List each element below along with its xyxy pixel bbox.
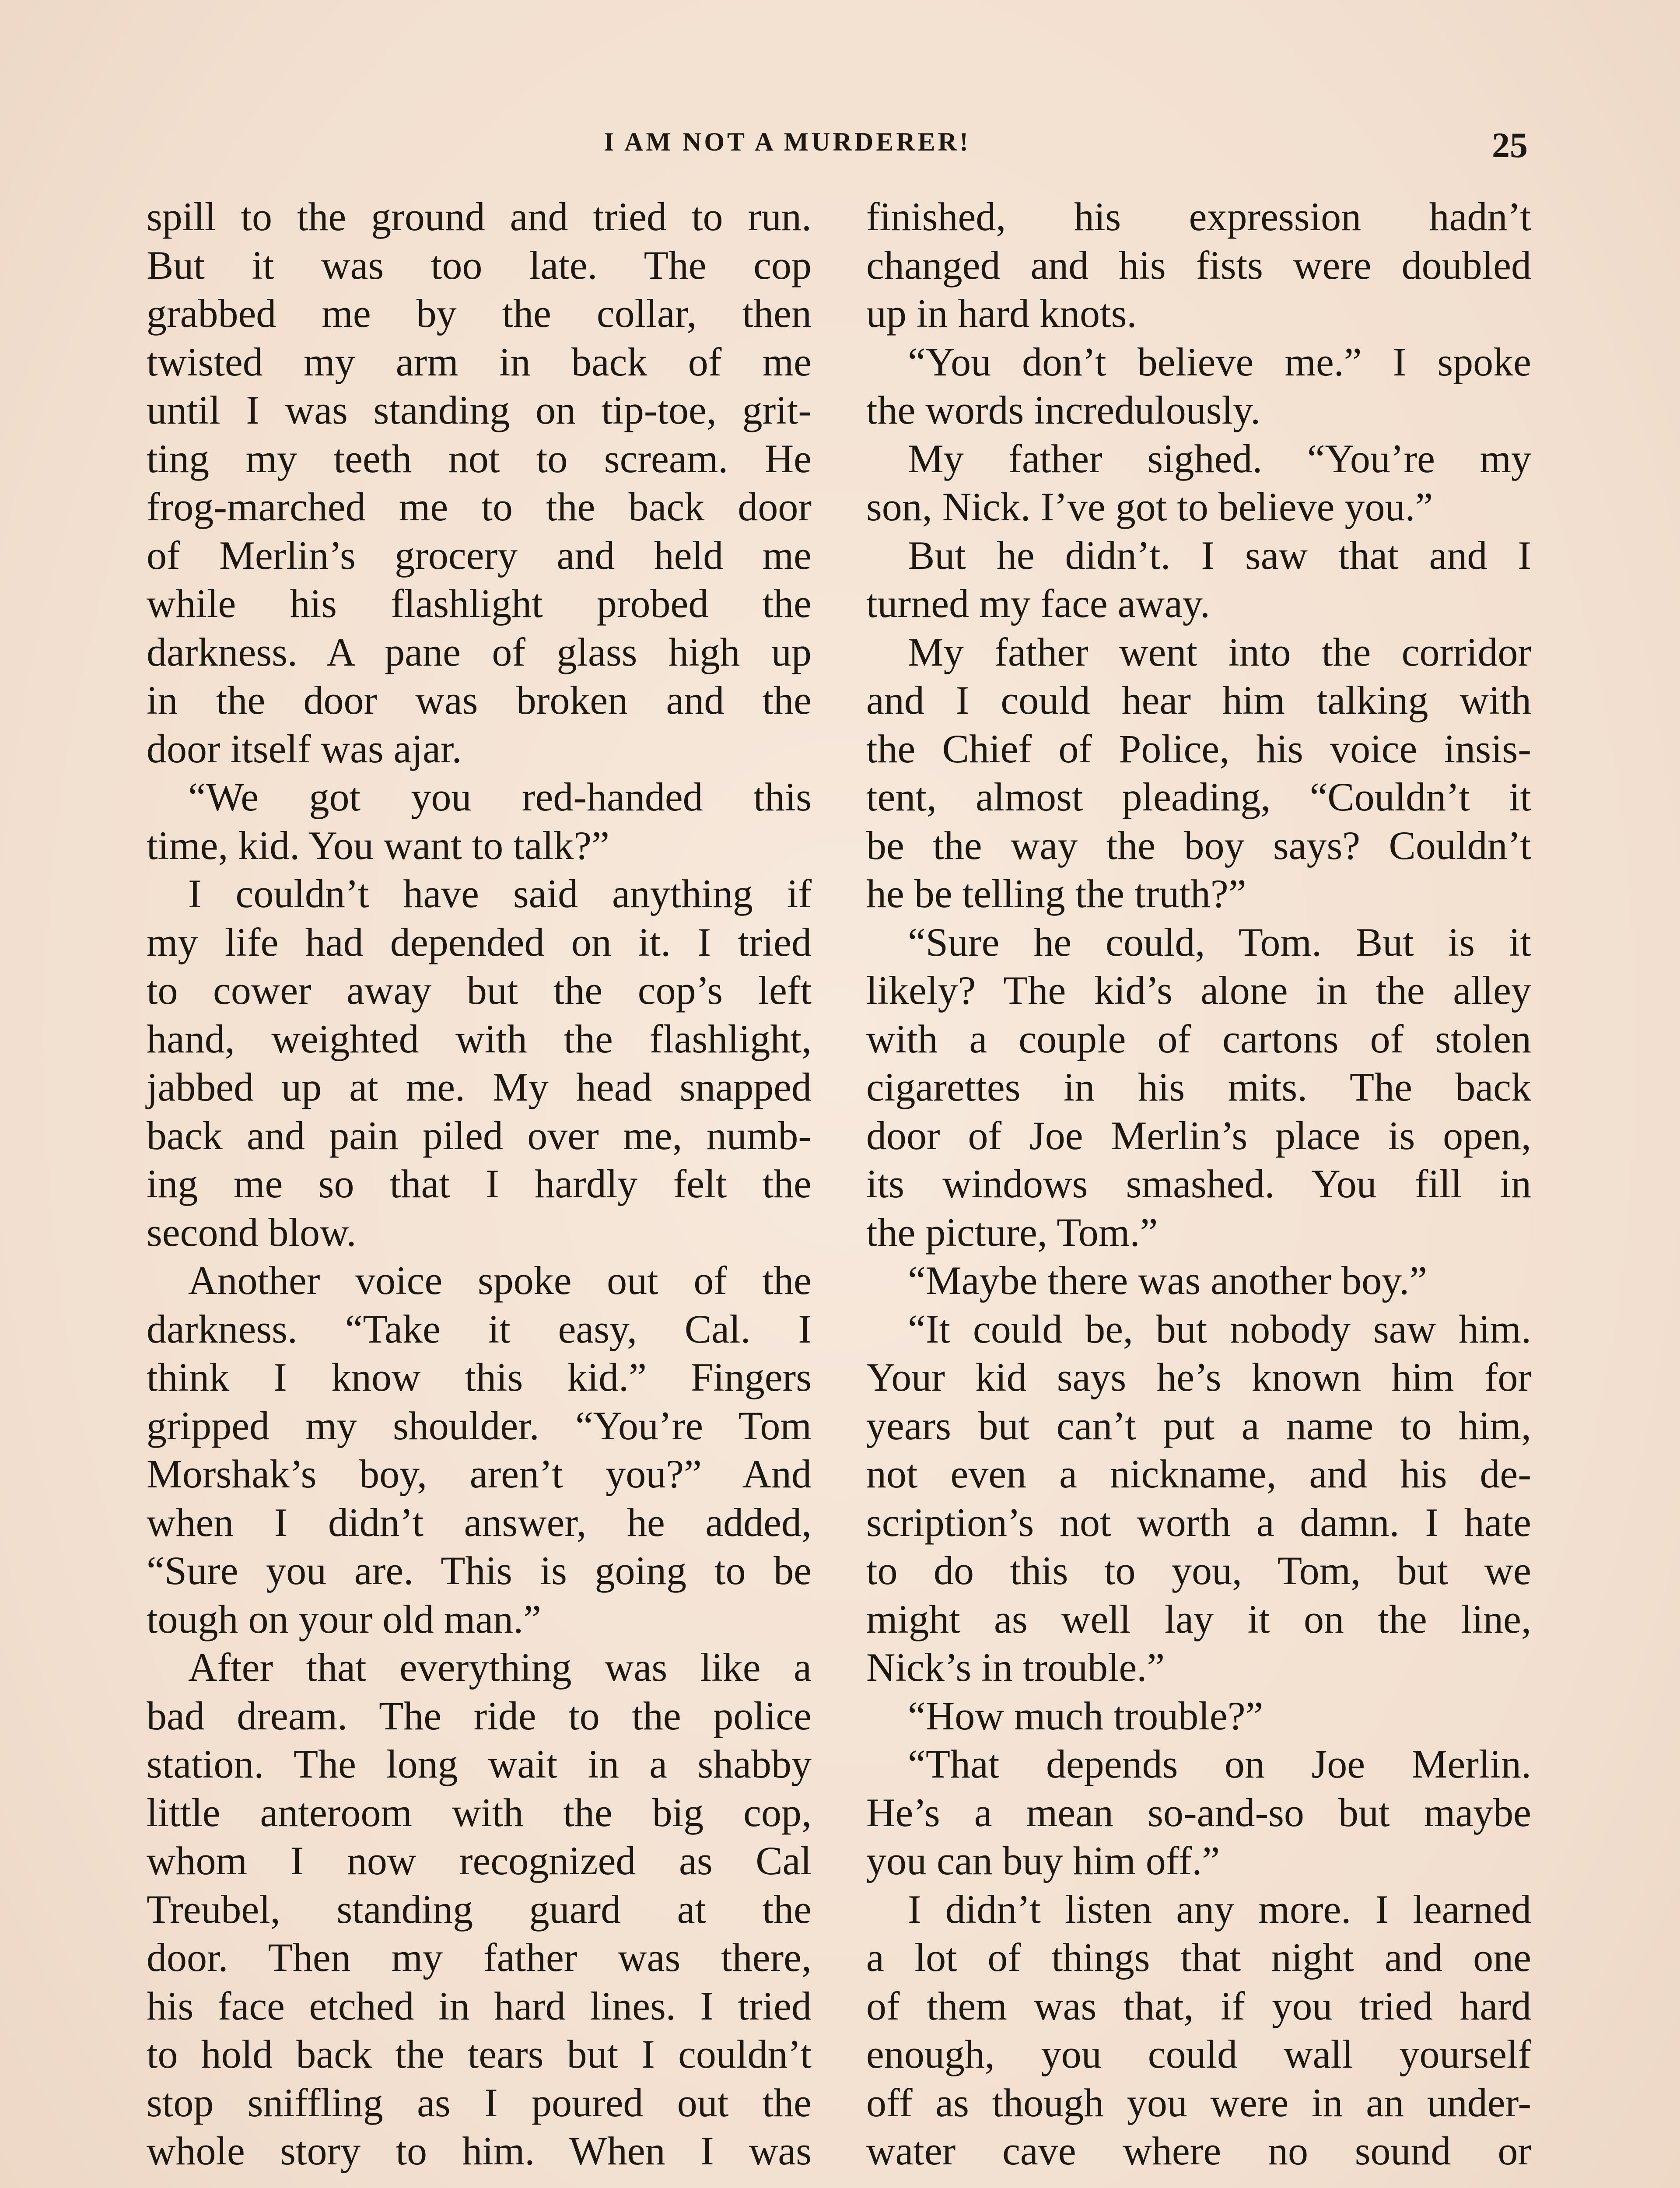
text-line: I didn’t listen any more. I learned [908,1886,1531,1932]
text-line: “Maybe there was another boy.” [908,1258,1427,1303]
text-line: be the way the boy says? Couldn’t [866,823,1531,868]
text-line: Another voice spoke out of the [188,1258,812,1303]
text-line: Your kid says he’s known him for [866,1355,1531,1399]
text-line: up in hard knots. [866,291,1137,336]
text-line: hand, weighted with the flashlight, [147,1016,812,1061]
text-line: whole story to him. When I was [147,2128,812,2173]
text-line: cigarettes in his mits. The back [866,1065,1531,1109]
text-line: spill to the ground and tried to run. [147,194,812,239]
page-number: 25 [1492,125,1528,165]
text-line: “You don’t believe me.” I spoke [908,339,1531,384]
text-line: in the door was broken and the [147,678,812,722]
text-line: to hold back the tears but I couldn’t [147,2032,812,2076]
text-line: finished, his expression hadn’t [866,194,1531,239]
text-line: to cower away but the cop’s left [147,968,812,1013]
text-line: back and pain piled over me, numb- [147,1113,812,1158]
text-line: ting my teeth not to scream. He [147,436,812,481]
text-line: door. Then my father was there, [147,1935,812,1980]
text-line: whom I now recognized as Cal [147,1838,812,1883]
text-line: time, kid. You want to talk?” [147,823,609,868]
text-line: frog-marched me to the back door [147,484,812,529]
text-line: his face etched in hard lines. I tried [147,1983,812,2028]
text-line: until I was standing on tip-toe, grit- [147,388,812,432]
text-line: not even a nickname, and his de- [866,1452,1531,1496]
text-line: darkness. A pane of glass high up [147,629,812,674]
text-line: tough on your old man.” [147,1596,541,1641]
text-line: He’s a mean so-and-so but maybe [866,1790,1531,1835]
text-line: twisted my arm in back of me [147,339,812,384]
text-line: Morshak’s boy, aren’t you?” And [147,1452,812,1496]
text-line: you can buy him off.” [866,1838,1220,1883]
text-line: grabbed me by the collar, then [147,291,812,336]
text-line: My father sighed. “You’re my [908,436,1531,481]
text-line: jabbed up at me. My head snapped [147,1065,812,1109]
text-line: door itself was ajar. [147,726,462,771]
text-line: turned my face away. [866,581,1210,626]
text-line: think I know this kid.” Fingers [147,1355,812,1399]
text-line: “Sure he could, Tom. But is it [908,919,1531,964]
text-line: water cave where no sound or [866,2128,1531,2173]
right-text-column [866,193,1531,2175]
text-line: tent, almost pleading, “Couldn’t it [866,775,1531,819]
text-line: station. The long wait in a shabby [147,1742,812,1786]
text-line: darkness. “Take it easy, Cal. I [147,1306,812,1351]
text-line: ing me so that I hardly felt the [147,1161,812,1206]
text-line: a lot of things that night and one [866,1935,1531,1980]
text-line: “That depends on Joe Merlin. [908,1742,1531,1786]
text-line: scription’s not worth a damn. I hate [866,1500,1531,1545]
text-line: stop sniffling as I poured out the [147,2080,812,2125]
text-line: the words incredulously. [866,388,1261,432]
text-line: changed and his fists were doubled [866,242,1531,288]
text-line: might as well lay it on the line, [866,1596,1531,1641]
text-line: second blow. [147,1210,357,1255]
text-line: while his flashlight probed the [147,581,812,626]
text-line: when I didn’t answer, he added, [147,1500,812,1545]
text-line: little anteroom with the big cop, [147,1790,812,1835]
text-line: I couldn’t have said anything if [188,871,812,916]
text-line: door of Joe Merlin’s place is open, [866,1113,1531,1158]
text-line: the Chief of Police, his voice insis- [866,726,1531,771]
text-line: of them was that, if you tried hard [866,1983,1531,2028]
running-head: I AM NOT A MURDERER! [604,127,971,156]
text-line: son, Nick. I’ve got to believe you.” [866,484,1433,529]
left-text-column [147,193,812,2175]
text-line: But it was too late. The cop [147,242,812,288]
text-line: off as though you were in an under- [866,2080,1531,2125]
text-line: likely? The kid’s alone in the alley [866,968,1531,1013]
text-line: enough, you could wall yourself [866,2032,1531,2076]
text-line: gripped my shoulder. “You’re Tom [147,1403,812,1448]
text-line: Nick’s in trouble.” [866,1645,1165,1690]
text-line: of Merlin’s grocery and held me [147,533,812,578]
text-line: its windows smashed. You fill in [866,1161,1531,1206]
text-line: bad dream. The ride to the police [147,1693,812,1738]
text-line: he be telling the truth?” [866,871,1246,916]
text-line: “It could be, but nobody saw him. [908,1306,1531,1351]
text-line: But he didn’t. I saw that and I [908,533,1531,578]
text-line: After that everything was like a [188,1645,812,1690]
text-line: Treubel, standing guard at the [147,1886,812,1932]
text-line: the picture, Tom.” [866,1210,1158,1255]
text-line: “Sure you are. This is going to be [147,1548,812,1593]
text-line: and I could hear him talking with [866,678,1531,722]
text-line: years but can’t put a name to him, [866,1403,1531,1448]
text-line: with a couple of cartons of stolen [866,1016,1531,1061]
text-line: to do this to you, Tom, but we [866,1548,1531,1593]
text-line: my life had depended on it. I tried [147,919,812,964]
text-line: “We got you red-handed this [188,775,812,819]
text-line: “How much trouble?” [908,1693,1264,1738]
text-line: My father went into the corridor [908,629,1531,674]
